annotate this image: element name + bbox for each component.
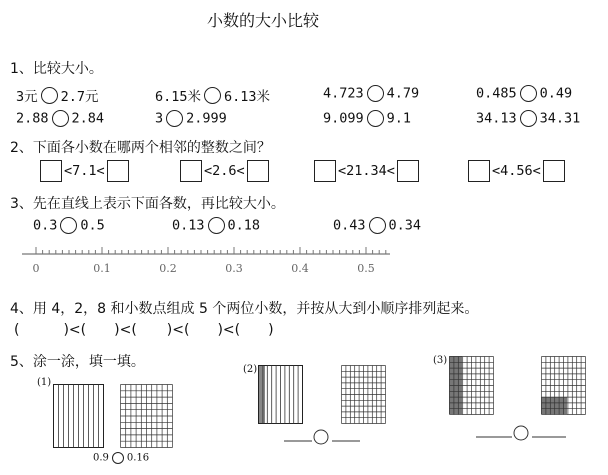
answer-line-compare <box>476 424 568 444</box>
answer-box[interactable] <box>107 160 129 182</box>
figure1-compare: 0.9 0.16 <box>93 452 150 464</box>
answer-box[interactable] <box>247 160 269 182</box>
q3-item: 0.3 0.5 <box>33 217 105 234</box>
answer-box[interactable] <box>180 160 202 182</box>
tick-label: 0 <box>32 262 40 275</box>
q1-item: 34.13 34.31 <box>476 110 581 127</box>
compare-circle[interactable] <box>204 87 221 104</box>
q1-item: 6.15米 6.13米 <box>155 85 270 105</box>
q1-item: 3元 2.7元 <box>16 85 99 105</box>
q4-blanks: ( )<( )<( )<( )<( ) <box>14 322 274 338</box>
q1-item: 0.485 0.49 <box>476 85 573 102</box>
q2-item: <21.34< <box>312 160 421 182</box>
tick-label: 0.4 <box>291 262 309 275</box>
q2-item: <2.6< <box>178 160 271 182</box>
compare-circle[interactable] <box>112 452 124 464</box>
q4-heading: 4、用 4，2，8 和小数点组成 5 个两位小数，并按从大到小顺序排列起来。 <box>10 301 479 317</box>
number-line <box>20 244 395 278</box>
answer-line-compare <box>284 428 362 448</box>
q1-item: 4.723 4.79 <box>323 85 420 102</box>
q3-heading: 3、先在直线上表示下面各数，再比较大小。 <box>10 196 285 212</box>
answer-box[interactable] <box>314 160 336 182</box>
q1-item: 2.88 2.84 <box>16 110 105 127</box>
tick-label: 0.5 <box>357 262 375 275</box>
hundred-grid-figure <box>341 365 387 425</box>
hundred-grid-figure <box>449 356 495 416</box>
answer-box[interactable] <box>397 160 419 182</box>
q1-item: 9.099 9.1 <box>323 110 412 127</box>
compare-circle[interactable] <box>166 110 183 127</box>
compare-circle[interactable] <box>367 110 384 127</box>
q2-item: <4.56< <box>466 160 567 182</box>
answer-box[interactable] <box>468 160 490 182</box>
figure-label: (3) <box>433 355 448 366</box>
tick-label: 0.3 <box>225 262 243 275</box>
answer-box[interactable] <box>543 160 565 182</box>
hundred-grid-figure <box>120 384 174 449</box>
compare-circle[interactable] <box>208 217 225 234</box>
compare-circle[interactable] <box>52 110 69 127</box>
q1-item: 3 2.999 <box>155 110 227 127</box>
tick-label: 0.2 <box>159 262 177 275</box>
compare-circle[interactable] <box>520 85 537 102</box>
figure-label: (1) <box>37 377 52 388</box>
tick-label: 0.1 <box>93 262 111 275</box>
compare-circle[interactable] <box>367 85 384 102</box>
q2-heading: 2、下面各小数在哪两个相邻的整数之间？ <box>10 140 271 156</box>
page-title: 小数的大小比较 <box>207 11 320 30</box>
q2-item: <7.1< <box>38 160 131 182</box>
q3-item: 0.13 0.18 <box>172 217 261 234</box>
column-strips-figure <box>258 365 304 425</box>
compare-circle[interactable] <box>41 87 58 104</box>
q3-item: 0.43 0.34 <box>333 217 422 234</box>
hundred-grid-figure <box>541 356 587 416</box>
q1-heading: 1、比较大小。 <box>10 61 103 77</box>
compare-circle[interactable] <box>60 217 77 234</box>
column-strips-figure <box>53 384 105 449</box>
compare-circle[interactable] <box>520 110 537 127</box>
q5-heading: 5、涂一涂，填一填。 <box>10 354 145 370</box>
figure-label: (2) <box>243 364 258 375</box>
answer-box[interactable] <box>40 160 62 182</box>
compare-circle[interactable] <box>369 217 386 234</box>
